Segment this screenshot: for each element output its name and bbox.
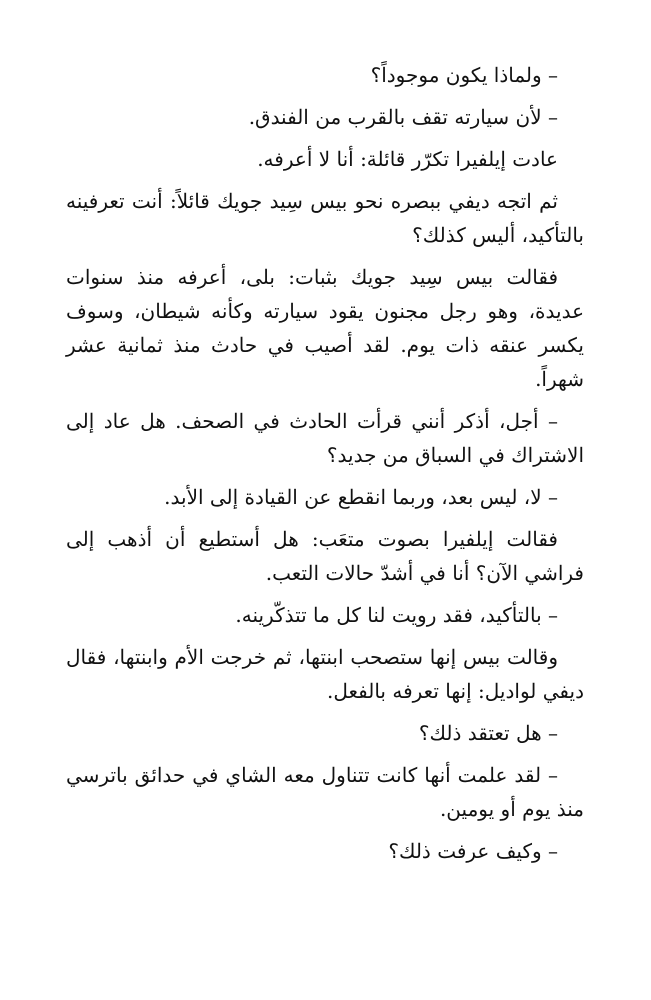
- dialogue-line-2: – لأن سيارته تقف بالقرب من الفندق.: [248, 105, 558, 129]
- narrative-paragraph-3: عادت إيلفيرا تكرّر قائلة: أنا لا أعرفه.: [257, 147, 558, 171]
- narrative-paragraph-10: وقالت بيس إنها ستصحب ابنتها، ثم خرجت الأم وابنتها، فقال ديفي لواديل: إنها تعرفه بالفعل.: [66, 645, 584, 703]
- narrative-paragraph-4: ثم اتجه ديفي ببصره نحو بيس سِيد جويك قائلاً: أنت تعرفينه بالتأكيد، أليس كذلك؟: [66, 189, 584, 247]
- dialogue-line-11: – هل تعتقد ذلك؟: [418, 721, 558, 745]
- narrative-paragraph-5: فقالت بيس سِيد جويك بثبات: بلى، أعرفه منذ سنوات عديدة، وهو رجل مجنون يقود سيارته وكأنه شيطان، وسوف يكسر عنقه ذات يوم. لقد أصيب في حادث منذ ثمانية عشر شهراً.: [66, 265, 584, 391]
- dialogue-line-7: – لا، ليس بعد، وربما انقطع عن القيادة إلى الأبد.: [164, 485, 558, 509]
- dialogue-line-13: – وكيف عرفت ذلك؟: [388, 839, 558, 863]
- dialogue-line-9: – بالتأكيد، فقد رويت لنا كل ما تتذكّرينه.: [235, 603, 558, 627]
- book-page: [66, 58, 584, 876]
- dialogue-line-6: – أجل، أذكر أنني قرأت الحادث في الصحف. هل عاد إلى الاشتراك في السباق من جديد؟: [66, 409, 584, 467]
- narrative-paragraph-8: فقالت إيلفيرا بصوت متعَب: هل أستطيع أن أذهب إلى فراشي الآن؟ أنا في أشدّ حالات التعب.: [66, 527, 584, 585]
- dialogue-line-12: – لقد علمت أنها كانت تتناول معه الشاي في حدائق باترسي منذ يوم أو يومين.: [66, 763, 584, 821]
- dialogue-line-1: – ولماذا يكون موجوداً؟: [370, 63, 558, 87]
